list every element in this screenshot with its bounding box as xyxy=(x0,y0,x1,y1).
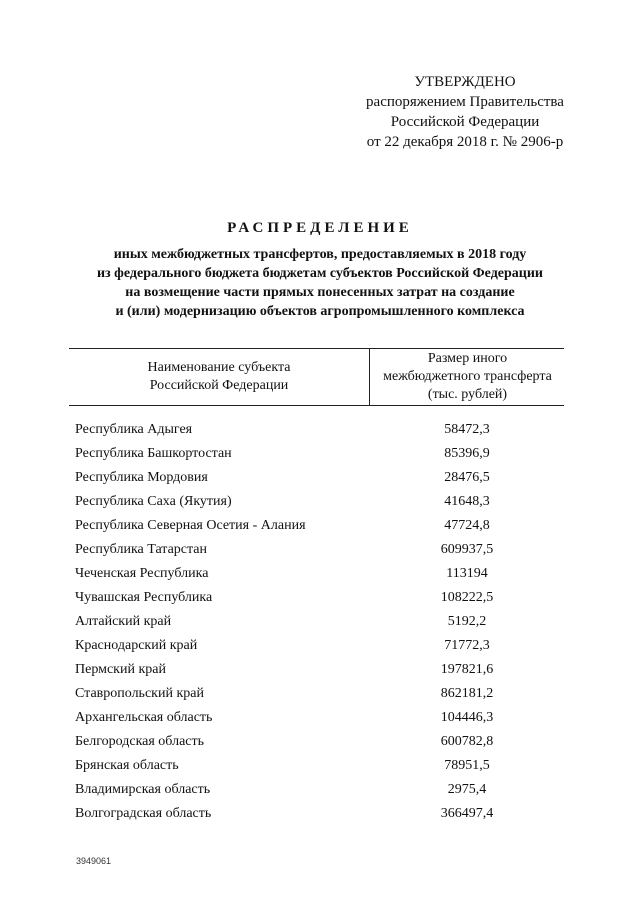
approval-block xyxy=(320,72,610,152)
table-row xyxy=(75,706,565,730)
table-row xyxy=(75,634,565,658)
subject-name: Республика Татарстан xyxy=(75,542,208,557)
document-title: РАСПРЕДЕЛЕНИЕ xyxy=(227,220,413,236)
header-amount-line: Размер иного xyxy=(427,351,508,366)
table-row xyxy=(75,802,565,826)
subject-name: Ставропольский край xyxy=(75,686,204,701)
transfer-amount: 862181,2 xyxy=(440,686,494,701)
transfer-amount: 2975,4 xyxy=(447,782,487,797)
subject-name: Краснодарский край xyxy=(75,638,198,653)
table-row xyxy=(75,586,565,610)
subtitle-line: иных межбюджетных трансфертов, предоставляемых в 2018 году xyxy=(113,247,527,262)
subject-name: Алтайский край xyxy=(75,614,172,629)
subject-name: Чувашская Республика xyxy=(75,590,213,605)
header-amount-column xyxy=(369,349,565,405)
table-row xyxy=(75,418,565,442)
subject-name: Волгоградская область xyxy=(75,806,212,821)
table-row xyxy=(75,490,565,514)
subtitle-line: и (или) модернизацию объектов агропромышленного комплекса xyxy=(115,304,525,319)
header-amount-line: межбюджетного трансферта xyxy=(383,369,552,384)
table-row xyxy=(75,778,565,802)
subject-name: Пермский край xyxy=(75,662,166,677)
transfer-amount: 600782,8 xyxy=(440,734,494,749)
transfer-amount: 197821,6 xyxy=(440,662,494,677)
document-subtitle xyxy=(60,245,580,321)
table-row xyxy=(75,754,565,778)
table-row xyxy=(75,682,565,706)
transfer-amount: 47724,8 xyxy=(444,518,490,533)
transfer-amount: 609937,5 xyxy=(440,542,494,557)
subject-name: Республика Адыгея xyxy=(75,422,193,437)
approval-heading: УТВЕРЖДЕНО xyxy=(414,74,516,90)
table-row xyxy=(75,514,565,538)
subject-name: Чеченская Республика xyxy=(75,566,209,581)
document-number: 3949061 xyxy=(76,856,112,866)
table-row xyxy=(75,658,565,682)
table-row xyxy=(75,538,565,562)
subject-name: Республика Мордовия xyxy=(75,470,208,485)
table-row xyxy=(75,442,565,466)
approval-line: распоряжением Правительства xyxy=(366,94,564,110)
table-row xyxy=(75,730,565,754)
transfer-amount: 85396,9 xyxy=(444,446,490,461)
subject-name: Республика Северная Осетия - Алания xyxy=(75,518,306,533)
transfer-amount: 78951,5 xyxy=(444,758,490,773)
transfer-amount: 113194 xyxy=(446,566,488,581)
subject-name: Белгородская область xyxy=(75,734,205,749)
subject-name: Республика Башкортостан xyxy=(75,446,232,461)
header-subject-line: Российской Федерации xyxy=(149,378,289,393)
table-row xyxy=(75,562,565,586)
transfer-amount: 71772,3 xyxy=(444,638,490,653)
transfer-amount: 366497,4 xyxy=(440,806,494,821)
transfer-amount: 28476,5 xyxy=(444,470,490,485)
subject-name: Владимирская область xyxy=(75,782,211,797)
transfer-amount: 58472,3 xyxy=(444,422,490,437)
transfer-amount: 41648,3 xyxy=(444,494,490,509)
table-body xyxy=(75,418,565,826)
subtitle-line: из федерального бюджета бюджетам субъектов Российской Федерации xyxy=(96,266,543,281)
header-subject-column xyxy=(69,349,369,405)
approval-date: от 22 декабря 2018 г. № 2906-р xyxy=(366,134,564,150)
approval-line: Российской Федерации xyxy=(390,114,540,130)
table-header xyxy=(69,348,564,406)
table-row xyxy=(75,466,565,490)
subject-name: Республика Саха (Якутия) xyxy=(75,494,232,509)
header-amount-line: (тыс. рублей) xyxy=(427,387,508,402)
subject-name: Архангельская область xyxy=(75,710,213,725)
subtitle-line: на возмещение части прямых понесенных затрат на создание xyxy=(125,285,515,300)
transfer-amount: 5192,2 xyxy=(447,614,487,629)
table-row xyxy=(75,610,565,634)
transfer-amount: 104446,3 xyxy=(440,710,494,725)
transfer-amount: 108222,5 xyxy=(440,590,494,605)
subject-name: Брянская область xyxy=(75,758,179,773)
header-subject-line: Наименование субъекта xyxy=(147,360,291,375)
